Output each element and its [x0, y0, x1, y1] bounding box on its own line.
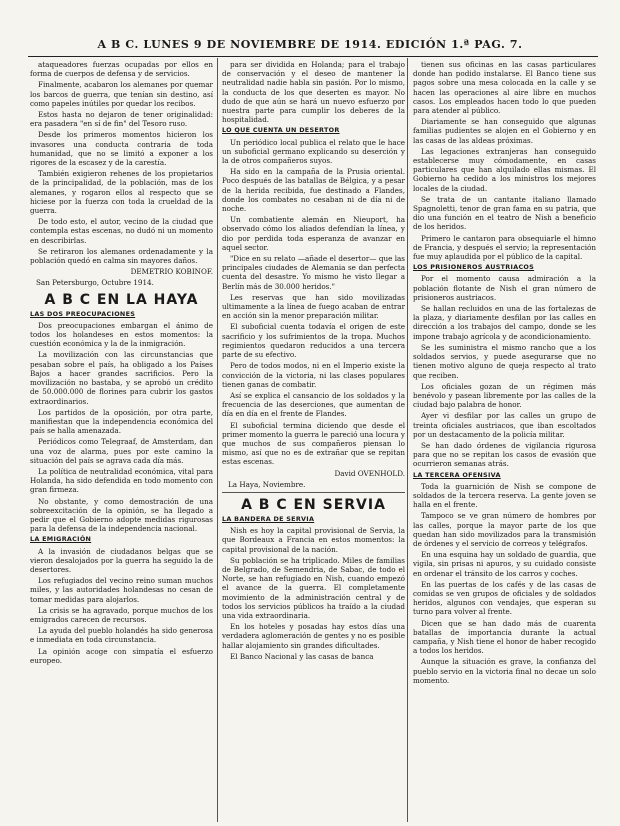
author-signature: David OVENHOLD.	[334, 468, 405, 478]
paragraph: Se retiraron los alemanes ordenadamente y la población quedó en calma sin mayores daños.	[30, 246, 213, 266]
paragraph: En los hoteles y posadas hay estos días una verdadera aglomeración de gentes y no es posible hallar alojamiento sin grandes dificultades.	[222, 622, 405, 650]
paragraph: ataqueadores fuerzas ocupadas por ellos en forma de cuerpos de defensa y de servicios.	[30, 60, 213, 79]
paragraph: La crisis se ha agravado, porque muchos de los emigrados carecen de recursos.	[30, 605, 213, 624]
paragraph: Primero le cantaron para obsequiarle el himno de Francia, y después el servio; la representación fue muy aplaudida por el público de la capital.	[413, 233, 596, 262]
separator-rule	[222, 492, 405, 493]
paragraph: Se les suministra el mismo rancho que a los soldados servios, y puede asegurarse que no tienen motivo alguno de queja respecto al trato que reciben.	[413, 342, 596, 380]
section-heading-servia: A B C EN SERVIA	[241, 496, 386, 513]
paragraph: La opinión acoge con simpatía el esfuerzo europeo.	[30, 646, 213, 665]
section-heading-la-haya: A B C EN LA HAYA	[44, 291, 199, 308]
column-1	[30, 60, 213, 822]
paragraph: "Dice en su relato —añade el desertor— que las principales ciudades de Alemania se dan perfecta cuenta del desastre. Yo mismo he visto llegar a Berlín más de 30.000 heridos."	[222, 254, 405, 291]
paragraph: Periódicos como Telegraaf, de Amsterdam, dan una voz de alarma, pues por este camino la situación del país se agrava cada día más.	[30, 437, 213, 465]
paragraph: Nish es hoy la capital provisional de Servia, la que Bordeaux a Francia en estos momentos: la capital provisional de la nación.	[222, 526, 405, 554]
paragraph: Se hallan recluidos en una de las fortalezas de la plaza, y diariamente desfilan por las calles en dirección a los trabajos del campo, donde se les impone trabajo agrícola y de acondicionamiento.	[413, 304, 596, 341]
paragraph: Se han dado órdenes de vigilancia rigurosa para que no se repitan los casos de evasión que ocurrieron semanas atrás.	[413, 440, 596, 469]
paragraph: Estos hasta no dejaron de tener originalidad: era pasadera "en sí de fin" del Tesoro ruso.	[30, 110, 213, 129]
paragraph: También exigieron rehenes de los propietarios de la principalidad, de la población, mas de los alemanes, y rogaron ellos al respecto que se hiciese por la fuerza con toda la crueldad de la guerra.	[30, 169, 213, 216]
paragraph: Su población se ha triplicado. Miles de familias de Belgrado, de Semendria, de Sabac, de todo el Norte, se han refugiado en Nish, cuando empezó el avance de la guerra. El completamente movimiento de la administración central y de todos los servicios públicos ha traído a la ciudad una vida extraordinaria.	[222, 555, 405, 620]
subheading: LA TERCERA OFENSIVA	[413, 470, 501, 479]
column-divider-1	[217, 58, 218, 822]
paragraph: para ser dividida en Holanda; para el trabajo de conservación y el deseo de mantener la neutralidad nadie habla sin pasión. Por lo mismo, la conducta de los que deserten es mayor. No dudo de que aún se hará un nuevo esfuerzo por nuestra parte para cumplir los deberes de la hospitalidad.	[222, 60, 405, 125]
paragraph: Un combatiente alemán en Nieuport, ha observado cómo los aliados defendían la línea, y dio por perdida toda esperanza de avanzar en aquel sector.	[222, 215, 405, 252]
paragraph: tienen sus oficinas en las casas particulares donde han podido instalarse. El Banco tiene sus pagos sobre una mesa colocada en la calle y se hacen las operaciones al aire libre en muchos casos. Los empleados hacen todo lo que pueden para atender al público.	[413, 60, 596, 116]
paragraph: Así se explica el cansancio de los soldados y la frecuencia de las deserciones, que aumentan de día en día en el frente de Flandes.	[222, 390, 405, 419]
paragraph: La movilización con las circunstancias que pesaban sobre el país, ha obligado a los Países Bajos a hacer grandes sacrificios. Pero la movilización no bastaba, y se aprobó un crédito de 50.000.000 de florines para cubrir los gastos extraordinarios.	[30, 350, 213, 406]
subheading: LA BANDERA DE SERVIA	[222, 514, 315, 523]
author-signature: DEMETRIO KOBINOF.	[130, 267, 213, 277]
paragraph: Tampoco se ve gran número de hombres por las calles, porque la mayor parte de los que quedan han sido movilizados para la transmisión de órdenes y el servicio de correos y telégrafos.	[413, 511, 596, 548]
paragraph: No obstante, y como demostración de una sobreexcitación de la opinión, se ha llegado a pedir que el Gobierno adopte medidas rigurosas para la defensa de la independencia nacional.	[30, 496, 213, 534]
subheading: LAS DOS PREOCUPACIONES	[30, 309, 136, 318]
masthead: A B C. LUNES 9 DE NOVIEMBRE DE 1914. EDICIÓN 1.ª PAG. 7.	[97, 38, 523, 51]
paragraph: Los partidos de la oposición, por otra parte, manifiestan que la independencia económica del país se halla amenazada.	[30, 407, 213, 436]
column-3	[413, 60, 596, 822]
paragraph: Se trata de un cantante italiano llamado Spagnoletti, tenor de gran fama en su patria, que dio una función en el teatro de Nish a beneficio de los heridos.	[413, 194, 596, 232]
paragraph: Las legaciones extranjeras han conseguido establecerse muy cómodamente, en casas particulares que han alquilado ellas mismas. El Gobierno ha cedido a los ministros los mejores locales de la ciudad.	[413, 146, 596, 193]
paragraph: La ayuda del pueblo holandés ha sido generosa e inmediata en toda circunstancia.	[30, 626, 213, 645]
paragraph: El suboficial termina diciendo que desde el primer momento la guerra le pareció una locura y que muchos de sus compañeros piensan lo mismo, así que no es de extrañar que se repitan estas escenas.	[222, 420, 405, 467]
subheading: LA EMIGRACIÓN	[30, 535, 92, 544]
paragraph: Dicen que se han dado más de cuarenta batallas de importancia durante la actual campaña, y Nish tiene el honor de haber recogido a todos los heridos.	[413, 618, 596, 656]
masthead-rule	[28, 56, 598, 57]
paragraph: Los oficiales gozan de un régimen más benévolo y pasean libremente por las calles de la ciudad bajo palabra de honor.	[413, 381, 596, 410]
paragraph: Aunque la situación es grave, la confianza del pueblo servio en la victoria final no decae un solo momento.	[413, 657, 596, 685]
paragraph: Por el momento causa admiración a la población flotante de Nish el gran número de prisioneros austriacos.	[413, 274, 596, 302]
paragraph: Diariamente se han conseguido que algunas familias pudientes se alojen en el Gobierno y en las casas de las aldeas próximas.	[413, 117, 596, 145]
paragraph: Pero de todos modos, ni en el Imperio existe la convicción de la victoria, ni las clases populares tienen ganas de combatir.	[222, 361, 405, 389]
paragraph: El suboficial cuenta todavía el origen de este sacrificio y los sufrimientos de la tropa. Muchos regimientos quedaron reducidos a una tercera parte de su efectivo.	[222, 322, 405, 360]
column-2	[222, 60, 405, 822]
paragraph: Un periódico local publica el relato que le hace un suboficial germano explicando su deserción y la de otros compañeros suyos.	[222, 137, 405, 166]
paragraph: Ayer vi desfilar por las calles un grupo de treinta oficiales austriacos, que iban escoltados por un destacamento de la policía militar.	[413, 411, 596, 439]
paragraph: De todo esto, el autor, vecino de la ciudad que contempla estas escenas, no dudó ni un momento en describirlas.	[30, 217, 213, 245]
paragraph: Los refugiados del vecino reino suman muchos miles, y las autoridades holandesas no cesan de tomar medidas para alojarlos.	[30, 576, 213, 604]
dateline: San Petersburgo, Octubre 1914.	[36, 278, 154, 288]
paragraph: En una esquina hay un soldado de guardia, que vigila, sin prisas ni apuros, y su cuidado consiste en ordenar el tránsito de los carros y coches.	[413, 550, 596, 578]
subheading: LOS PRISIONEROS AUSTRIACOS	[413, 263, 535, 272]
paragraph: Ha sido en la campaña de la Prusia oriental. Poco después de las batallas de Bélgica, y a pesar de la herida recibida, fue destinado a Flandes, donde los combates no cesaban ni de día ni de noche.	[222, 167, 405, 214]
subheading: LO QUE CUENTA UN DESERTOR	[222, 126, 340, 135]
paragraph: En las puertas de los cafés y de las casas de comidas se ven grupos de oficiales y de soldados heridos, algunos con vendajes, que esperan su turno para volver al frente.	[413, 579, 596, 617]
paragraph: La política de neutralidad económica, vital para Holanda, ha sido defendida en todo momento con gran firmeza.	[30, 466, 213, 495]
paragraph: Dos preocupaciones embargan el ánimo de todos los holandeses en estos momentos: la cuestión económica y la de la inmigración.	[30, 320, 213, 349]
paragraph: Les reservas que han sido movilizadas ultimamente a la línea de fuego acaban de entrar en acción sin la menor preparación militar.	[222, 292, 405, 321]
paragraph: El Banco Nacional y las casas de banca	[230, 651, 374, 661]
column-divider-2	[407, 58, 408, 822]
paragraph: Toda la guarnición de Nish se compone de soldados de la tercera reserva. La gente joven se halla en el frente.	[413, 481, 596, 510]
paragraph: Desde los primeros momentos hicieron los invasores una conducta contraria de toda humanidad, que no se limitó a exponer a los rigores de la escasez y de la carestía.	[30, 130, 213, 168]
paragraph: A la invasión de ciudadanos belgas que se vieron desalojados por la guerra ha seguido la de desertores.	[30, 546, 213, 574]
dateline: La Haya, Noviembre.	[228, 479, 306, 489]
paragraph: Finalmente, acabaron los alemanes por quemar los barcos de guerra, que tenían sin destino, así como papeles inútiles por quedar los recibos.	[30, 80, 213, 108]
